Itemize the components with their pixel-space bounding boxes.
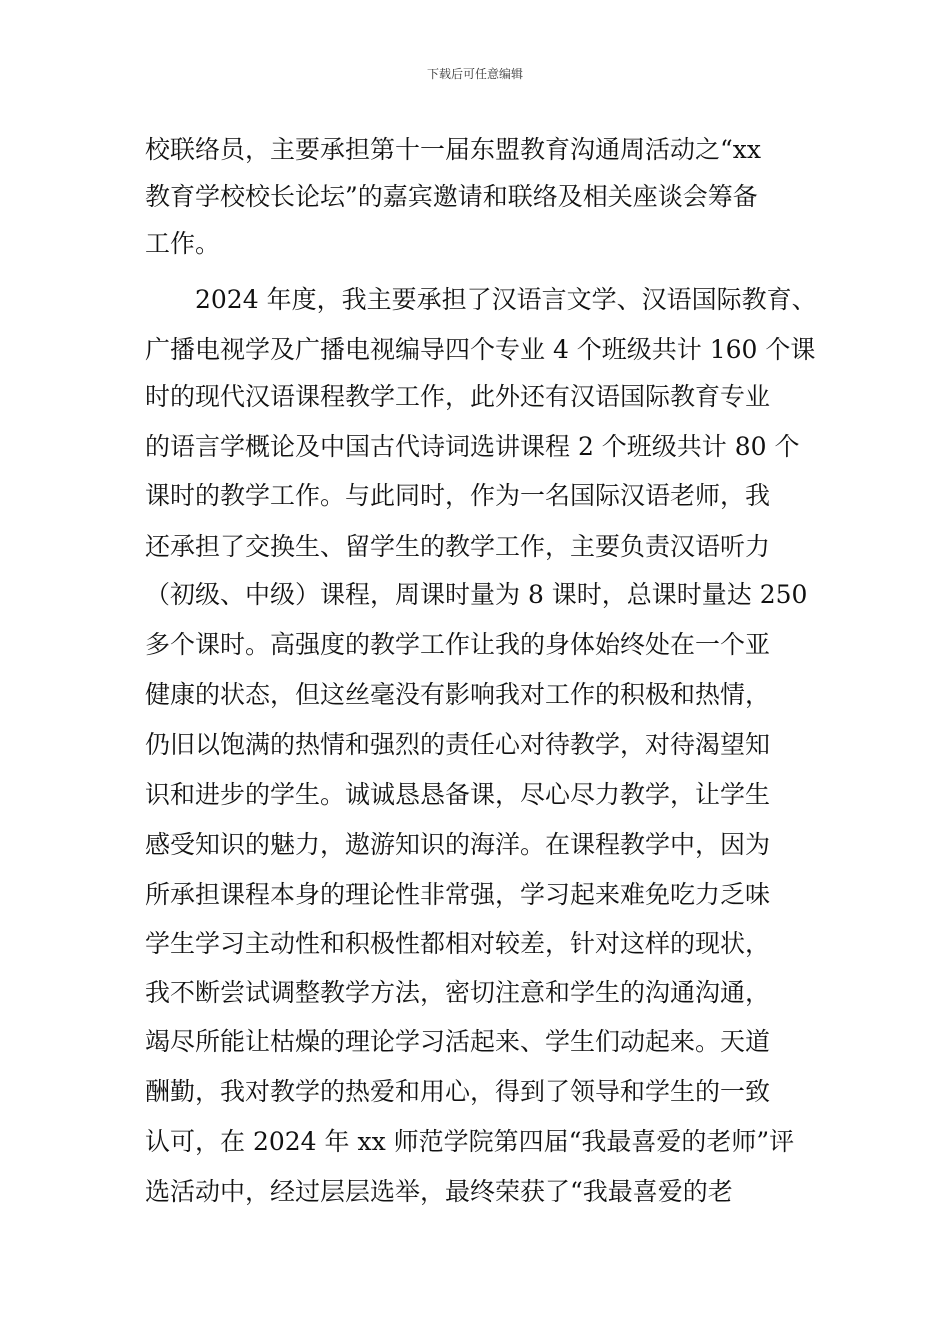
text-line: 健康的状态，但这丝毫没有影响我对工作的积极和热情，: [145, 680, 771, 709]
text-line: 多个课时。高强度的教学工作让我的身体始终处在一个亚: [145, 630, 771, 659]
text-line: 校联络员，主要承担第十一届东盟教育沟通周活动之“xx: [145, 135, 761, 164]
text-line: （初级、中级）课程，周课时量为 8 课时，总课时量达 250: [145, 580, 808, 609]
text-line: 感受知识的魅力，遨游知识的海洋。在课程教学中，因为: [145, 830, 771, 859]
text-line: 课时的教学工作。与此同时，作为一名国际汉语老师，我: [145, 481, 771, 510]
text-line: 仍旧以饱满的热情和强烈的责任心对待教学，对待渴望知: [145, 730, 771, 759]
text-line: 时的现代汉语课程教学工作，此外还有汉语国际教育专业: [145, 382, 771, 411]
text-line: 竭尽所能让枯燥的理论学习活起来、学生们动起来。天道: [145, 1027, 771, 1056]
text-line: 教育学校校长论坛”的嘉宾邀请和联络及相关座谈会筹备: [145, 182, 758, 211]
text-line: 还承担了交换生、留学生的教学工作，主要负责汉语听力: [145, 532, 771, 561]
text-line: 认可，在 2024 年 xx 师范学院第四届“我最喜爱的老师”评: [145, 1127, 795, 1156]
text-line: 广播电视学及广播电视编导四个专业 4 个班级共计 160 个课: [145, 335, 816, 364]
text-line: 的语言学概论及中国古代诗词选讲课程 2 个班级共计 80 个: [145, 432, 800, 461]
text-line: 所承担课程本身的理论性非常强，学习起来难免吃力乏味: [145, 880, 771, 909]
text-line: 学生学习主动性和积极性都相对较差，针对这样的现状，: [145, 929, 771, 958]
paragraph-first-line: 2024 年度，我主要承担了汉语言文学、汉语国际教育、: [195, 285, 817, 314]
text-line: 我不断尝试调整教学方法，密切注意和学生的沟通沟通，: [145, 978, 771, 1007]
page-header: 下载后可任意编辑: [426, 67, 523, 81]
text-line: 选活动中，经过层层选举，最终荣获了“我最喜爱的老: [145, 1177, 733, 1206]
text-line: 酬勤，我对教学的热爱和用心，得到了领导和学生的一致: [145, 1077, 771, 1106]
text-line: 识和进步的学生。诚诚恳恳备课，尽心尽力教学，让学生: [145, 780, 771, 809]
text-line: 工作。: [145, 229, 221, 258]
